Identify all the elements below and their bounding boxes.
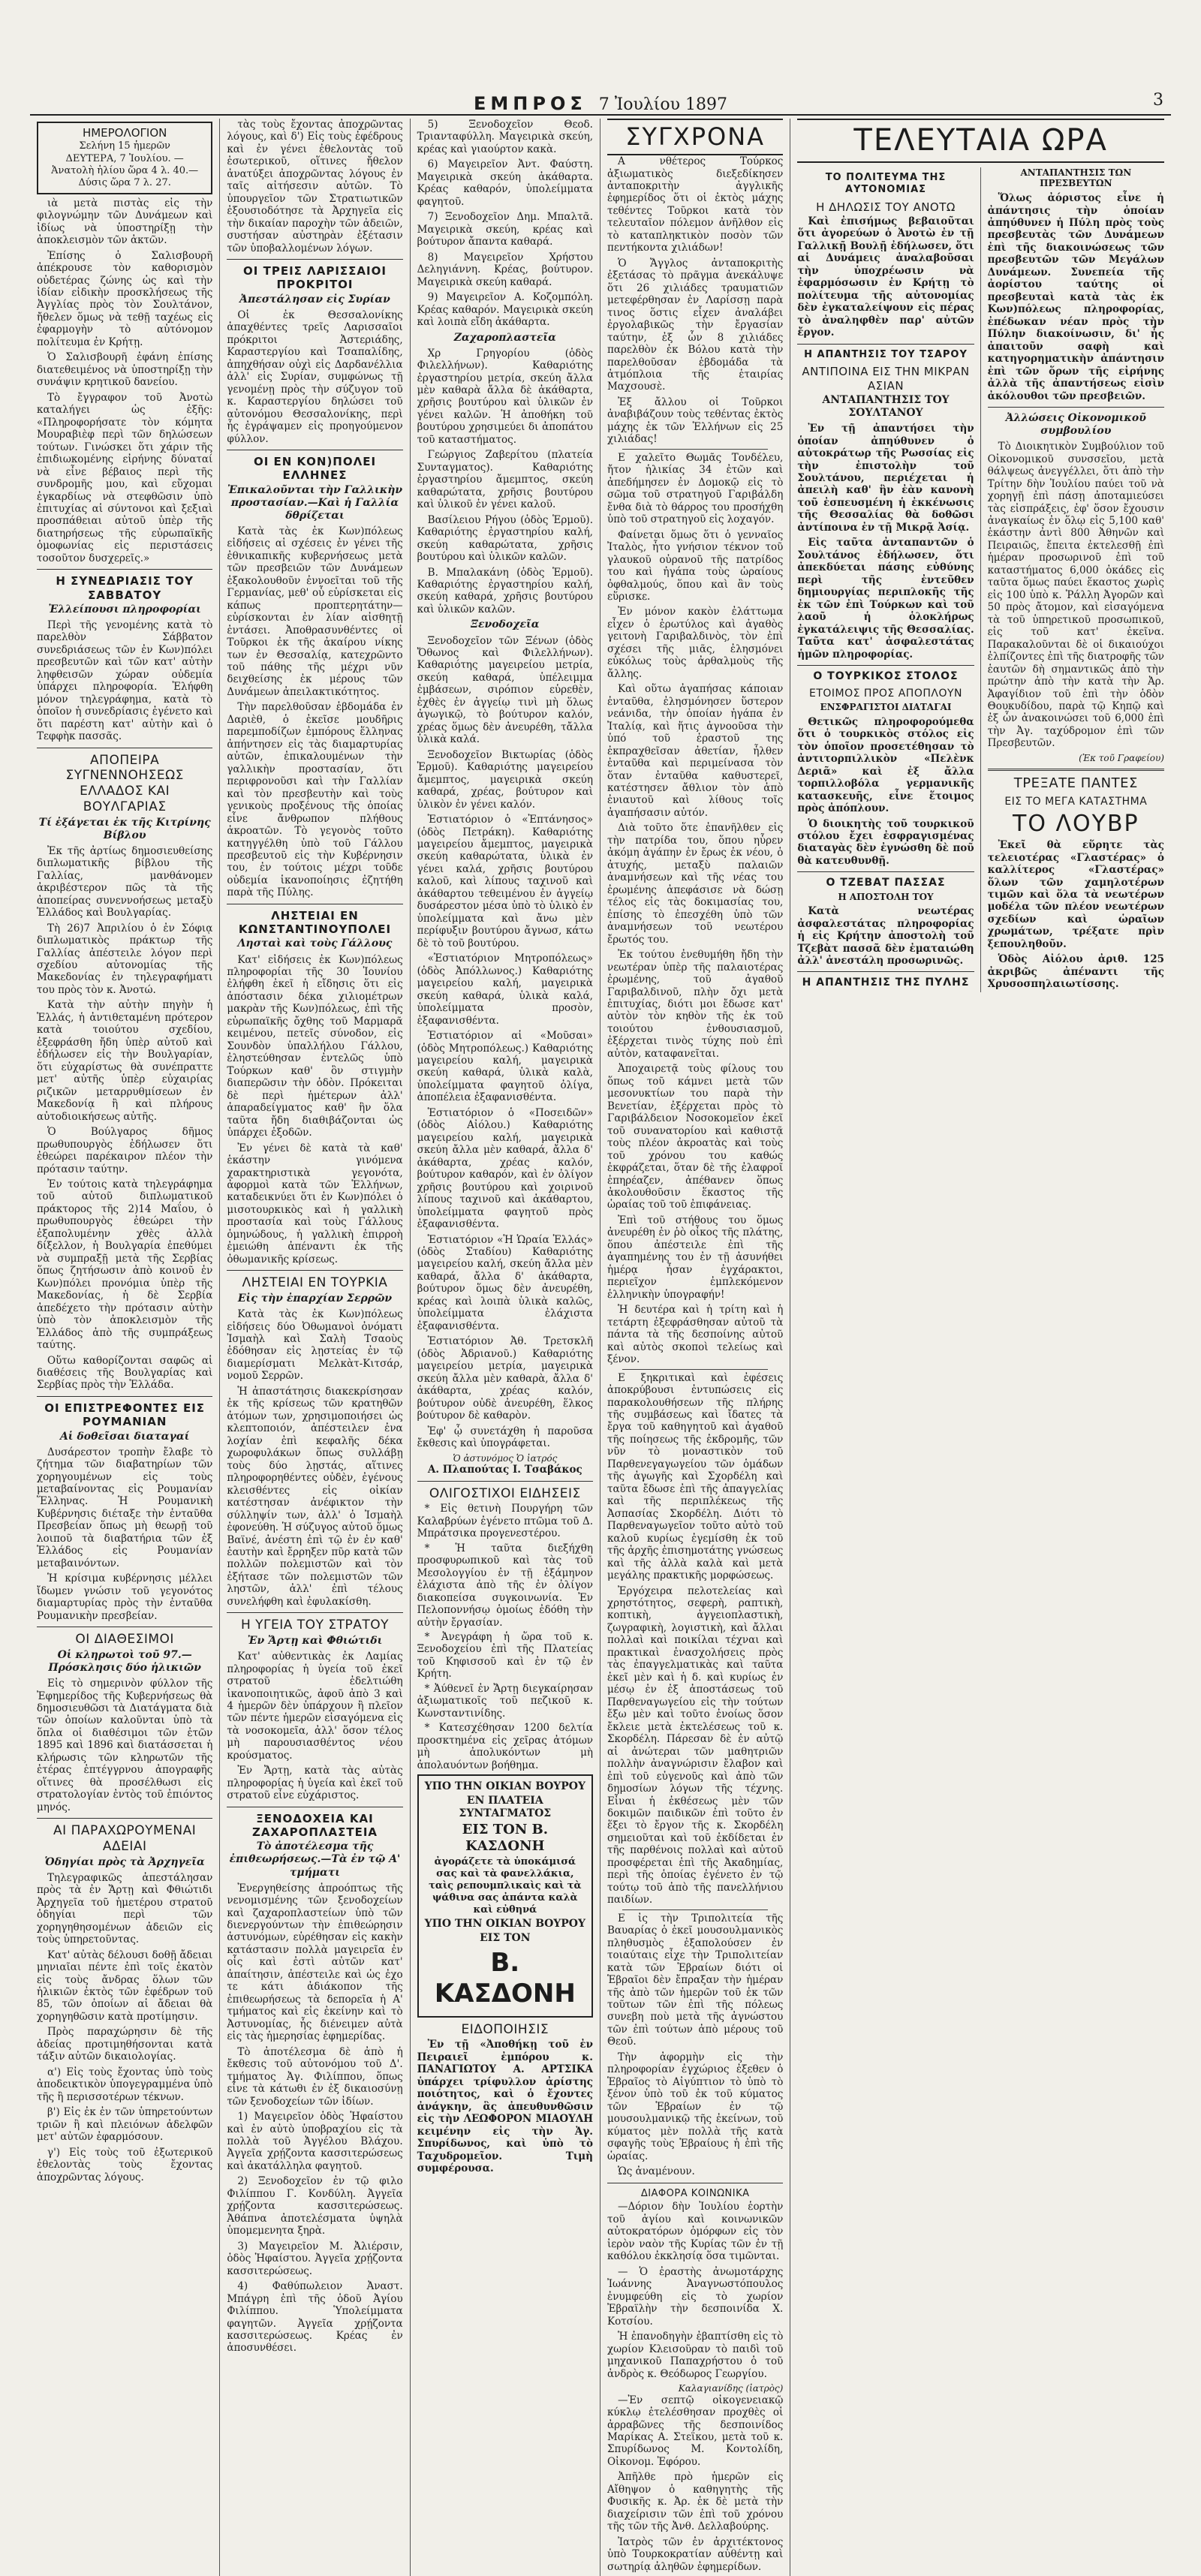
ad-line: ΕΙΣ ΤΟΝ Β. ΚΑΣΔΟΝΗ <box>462 1822 549 1855</box>
headline-reprisal: ΑΝΤΙΠΟΙΝΑ ΕΙΣ ΤΗΝ ΜΙΚΡΑΝ ΑΣΙΑΝ <box>802 365 970 393</box>
article-text: Κατ' αὐτὰς δέλουσι δοθῇ ἄδειαι μηνιαῖαι πέντε ἐπὶ τοῖς ἑκατὸν εἰς τοὺς ἄνδρας ὅλων τῶν ἡλικιῶν ἐκτὸς τῶν ἐφέδρων τοῦ 85, τῶν ὁποίων αἱ ἄδειαι θὰ χορηγηθῶσιν κατὰ προτίμησιν. <box>37 1949 213 2023</box>
headline-ready: ΕΤΟΙΜΟΣ ΠΡΟΣ ΑΠΟΠΛΟΥΝ <box>808 688 962 700</box>
article-text: Οὕτω καθορίζονται σαφῶς αἱ διαθέσεις τῆς Βουλγαρίας καὶ Σερβίας πρὸς τὴν Ἑλλάδα. <box>37 1354 213 1392</box>
article-text: 8) Μαγειρεῖον Χρήστου Δεληγιάννη. Κρέας, βούτυρον. Μαγειρικὰ σκεύη καθαρά. <box>417 251 593 288</box>
article-text: 7) Ξενοδοχεῖον Δημ. Μπαλτᾶ. Μαγειρικὰ σκεύη, κρέας καὶ βούτυρον ἄπαντα καθαρά. <box>417 211 593 248</box>
article-text: Διὰ τοῦτο ὅτε ἐπανῆλθεν εἰς τὴν πατρίδα του, ὅπου ηὗρεν ἀκόμη ἀγάπην ἐν ἔρως ἐκ νέου, ὁ ἀτυχής, μεταξὺ παλαιῶν ἀναμνήσεων καὶ τῆς νέας του ἐρωμένης ἀπεφάσισε νὰ δώσῃ τέλος εἰς τὰς δοκιμασίας του, ἐπίσης τὸ ἐπεσχέθη ὑπὸ τῶν ἀναμνήσεων τοῦ νεωτέρου ἔρωτός του. <box>607 822 784 946</box>
article-text: 9) Μαγειρεῖον Α. Κοζομπόλη. Κρέας καθαρόν. Μαγειρικὰ σκεύη καὶ λοιπὰ εἴδη ἀκάθαρτα. <box>417 291 593 329</box>
divider <box>227 1612 402 1613</box>
article-text: Καὶ ἐπισήμως βεβαιοῦται ὅτι ἀγορεύων ὁ Ἀνοτὼ ἐν τῇ Γαλλικῇ Βουλῇ ἐδήλωσεν, ὅτι αἱ Δυνάμεις ἀναλαβοῦσαι τὴν ὑποχρέωσιν νὰ ἐφαρμόσωσιν ἐν Κρήτῃ τὸ πολίτευμα τῆς αὐτονομίας δὲν ἐγκαταλείψουν εἰς πέρας τὸ ἀναληφθὲν παρ' αὐτῶν ἔργον. <box>797 215 974 339</box>
headline-porte: Η ΑΠΑΝΤΗΣΙΣ ΤΗΣ ΠΥΛΗΣ <box>802 977 970 989</box>
article-text: Πρὸς παραχώρησιν δὲ τῆς ἀδείας προτιμηθήσονται κατὰ τάξιν αὐτῶν δικαιολογίας. <box>37 2026 213 2063</box>
subheadline-return: Αἱ δοθεῖσαι διαταγαί <box>59 1430 190 1443</box>
article-text: Ἐργόχειρα πελοτελείας καὶ χρηστότητος, σεφερὴ, ραπτικὴ, κοπτικὴ, ἀγγειοπλαστικὴ, ζωγραφικὴ, λογιστικὴ, καὶ ἄλλαι πολλαὶ καὶ ποικίλαι τέχναι καὶ πρακτικαὶ ἐνασχολήσεις πρὸς τὰς ἐπαγγελματικὰς καὶ ταῦτα ἐκεῖ μὲν καὶ ἡ δ. καὶ κυρίως ἐν μέσῳ ἐν ἐξ ἀποστάσεως τοῦ Παρθεναγωγείου εἰς τὴν τούτων ἔξω μὲν καὶ τοῦτο ἐνοίως ὅσον ἔκλειε μετὰ ἐκτελέσεως τοῦ κ. Σκορδέλη. Πάρεσαν δὲ ἐν αὐτῷ αἱ ἀνώτεραι τῶν μαθητριῶν πολλὴν ἀναγνώρισιν ἔλαβον καὶ ἐπὶ τοῦ εὐγενοῦς καὶ ἀπὸ τῶν δημοσίων λόγων τῆς τέχνης. Εἶναι ἡ ἐκθέσεως μὲν τῶν δοκιμῶν παιδικῶν ἐπὶ τοῦτο ἐν ἕξει τὸ ἔργον τῆς κ. Σκορδέλη σημειοῦται καὶ τοῦ ἐκδίδεται ἐν τῆς παρθένοις πολλαὶ καὶ αὐτοῦ προσφέρεται ἐπὶ τῆς Ἀκαδημίας, περὶ τῆς ὁποίας ἐγένετο ἐν τῷ τούτῳ τοῦ ἀπὸ τῆς πανελλήνιου παιδίων. <box>607 1584 784 1906</box>
article-text: Τὸ Διοικητικὸν Συμβούλιον τοῦ Οἰκονομικοῦ συνσσεῖου, μετὰ θάλψεως ἀνεγγέλλει, ὅτι ἀπὸ τὴν Τρίτην δὴν Ἰουλίου παύει τοῦ νὰ χορηγῇ ἐπὶ πάσῃ ἀποταμιεύσει τὰς εἰσπράξεις, ἐφ' ὅσον ἔχουσιν ἀναγκαίως ἐν ὅλῳ εἰς 5,100 καθ' ἑκάστην ἀντὶ 800 Ἀθηνῶν καὶ Πειραιῶς, ἔπειτα ἐκτελεσθῇ ἐπὶ ἡμέραν προσωρινοῦ ἐπὶ τοῦ καταστήματος 6,000 ὀκάδες εἰς ταῦτα ὅμως παύει ἕκαστος χωρὶς εἰς 100 ὑπὸ κ. Ῥάλλη Ἀγορῶν καὶ 50 πρὸς ἄτομον, καὶ εἰσαγόμενα τὰ τοῦ ὑπηρετικοῦ προσωπικοῦ, εἰς τοῦ κατ' ἐκεῖνα. Παρακαλοῦνται δὲ οἱ δικαιούχοι ἐλπίζοντες ἐπὶ τῆς διατροφῆς τῶν ἑαυτῶν δὴ σημαντικῶς ἀπὸ τὴν πρώτην ἀπὸ τὴν κατὰ τὴν Ἀρ. Ἀφαγίδιον τοῦ ἐπὶ τὴν ὁδὸν Θουκυδίδου, παρὰ τῷ Κηπῷ καὶ ἐξ ὧν ἀνακοινώσει τοῦ 6,000 ἐπὶ τὴν Ἀγ. ταχύδρομον ἐπὶ τῶν Πρεσβευτῶν. <box>987 441 1164 750</box>
divider <box>622 449 768 450</box>
last-hour-body <box>797 167 1164 992</box>
article-text: Τὴν ἀφορμὴν εἰς τὴν πληροφορίαν ἐγχώριος ἐξεθεν ὁ Ἑβραῖος τὸ Αἰγύπτιον τὸ ὑπὸ τὸ ξένον ὑπὸ τοῦ ἐκ τοῦ κύματος τῶν Ἑβραίων ἐν τῷ μουσουλμανικῷ τῆς ἐκείνων, τοῦ κύματος μὲν πολλὰ τῆς κατὰ σφαγῆς τοὺς Ἑβραίους ἡ ἐπὶ τῆς ὡραίας. <box>607 2051 784 2162</box>
ad-line: ΕΙΣ ΤΟΝ <box>480 1931 531 1944</box>
article-text: —Ἐν σεπτῷ οἰκογενειακῷ κύκλῳ ἐτελέσθησαν προχθὲς οἱ ἀρραβῶνες τῆς δεσποινίδος Μαρίκας Α. Στεΐκου, μετὰ τοῦ κ. Σπυρίδωνος Μ. Κοντολίδη, Οἰκονομ. Ἐφόρου. <box>607 2394 784 2468</box>
almanac-sun: ΔΕΥΤΕΡΑ, 7 Ἰουλίου. — Ἀνατολὴ ἡλίου ὥρα 4 λ. 40.—Δύσις ὥρα 7 λ. 27. <box>51 153 199 188</box>
almanac-title: ΗΜΕΡΟΛΟΓΙΟΝ <box>82 126 167 140</box>
almanac-box <box>37 122 212 194</box>
divider <box>797 871 974 872</box>
divider <box>417 1481 593 1482</box>
article-text: Ἑστιατόριον ὁ «Ποσειδῶν» (ὁδὸς Αἰόλου.) Καθαριότης μαγειρείου καλή, μαγειρικὰ σκεύη ἄλλα μὲν καθαρά, ἄλλα δ' ἀκάθαρτα, χρέας καλόν, βούτυρον καθαρόν, καὶ ἐν ὀλίγον χρῆσις βουτύρου καὶ χοιρινοῦ λίπους ταχινοῦ καὶ ἀκάθαρτου, ὑπολείμματα φαγητοῦ πρὸς ἐξαφανισθέντα. <box>417 1106 593 1231</box>
article-text: Τὴν παρελθοῦσαν ἑβδομάδα ἐν Δαριὲθ, ὁ ἐκεῖσε μουδῆρις παρεμποδίζων ἐμπόρους ἕλληνας ἀπήντησεν εἰς τὰς διαμαρτυρίας αὐτῶν, ἐπικαλουμένων τὴν γαλλικὴν προστασίαν, ὅτι περιφρονοῦσι καὶ τὴν Γαλλίαν καὶ τὸν πρεσβευτὴν καὶ τοὺς γενικοὺς προξένους τῆς ὁποίας εἶνε ἄνθρωπον πλήθους ἀκροατῶν. Τὸ γεγονὸς τοῦτο κατηγγέλθη ὑπὸ τοῦ Γάλλου πρεσβευτοῦ εἰς τὴν Κυβέρνησιν του, ἐν τούτοις μέχρι τοῦδε οὐδεμία ἱκανοποίησις ἐζητήθη παρὰ τῆς Πύλης. <box>227 701 403 899</box>
headline-anoto: Η ΔΗΛΩΣΙΣ ΤΟΥ ΑΝΟΤΩ <box>816 200 956 214</box>
brief-item: * Ἀύθενεῖ ἐν Ἄρτῃ διεγκαίρησαν ἀξιωματικοῖς τοῦ πεζικοῦ κ. Κωνσταντινίδης. <box>417 1682 593 1720</box>
article-text: Φαίνεται ὅμως ὅτι ὁ γενναῖος Ἰταλὸς, ἦτο γνήσιον τέκνον τοῦ γλαυκοῦ οὐρανοῦ τῆς πατρίδος του καὶ ἠγάπα τοὺς ὡραίους ὀφθαλμούς, ὅπου καὶ ἂν τοὺς εὕρισκε. <box>607 528 784 603</box>
notice-text: Ἐν τῇ «Ἀποθήκῃ τοῦ ἐν Πειραιεῖ ἐμπόρου κ. ΠΑΝΑΓΙΩΤΟΥ Α. ΑΡΤΣΙΚΑ ὑπάρχει τρίφυλλον ἀρίστης ποιότητος, καὶ ὁ ἔχοντες ἀνάγκην, ἃς ἀπευθυνθῶσιν εἰς τὴν ΛΕΩΦΟΡΟΝ ΜΙΑΟΥΛΗ κειμένην εἰς τὴν Ἀγ. Σπυρίδωνος, καὶ ὑπὸ τὸ Ταχυδρομεῖον. Τιμὴ συμφέρουσα. <box>417 2039 593 2175</box>
subheadline-notables: Ἀπεστάλησαν εἰς Συρίαν <box>239 293 390 305</box>
article-text: Κατὰ τὴν αὐτὴν πηγὴν ἡ Ἑλλάς, ἡ ἀντιθεταμένη πρότερον κατὰ τοιούτου σχεδίου, ἐξεφράσθη ἤδη ὑπὲρ αὐτοῦ καὶ ἐδήλωσεν εἰς τὴν Βουλγαρίαν, ὅτι εὐχαρίστως θὰ συνέπραττε μετ' αὐτῆς ὑπὲρ εὐχαιρίας ριζικῶν μεταρρυθμίσεων ἐν Μακεδονίᾳ ἢ καὶ πλήρους αὐτοδιοικήσεως αὐτῆς. <box>37 999 213 1123</box>
headline-attempt: ΑΠΟΠΕΙΡΑ ΣΥΓΝΕΝΝΟΗΣΕΩΣ ΕΛΛΑΔΟΣ ΚΑΙ ΒΟΥΛΓΑΡΙΑΣ <box>65 752 184 814</box>
column-5 <box>790 119 1171 2576</box>
page-number: 3 <box>1153 91 1163 110</box>
article-text: Τηλεγραφικῶς ἀπεστάλησαν πρὸς τὰ ἐν Ἄρτῃ καὶ Φθιώτιδι Ἀρχηγεῖα τοῦ ἡμετέρου στρατοῦ ὁδηγίαι περὶ τῶν χορηγηθησομένων ἀδειῶν εἰς τοὺς ὑπηρετοῦντας. <box>37 1871 213 1946</box>
newspaper-columns <box>30 119 1171 2573</box>
article-text: Ἡ δευτέρα καὶ ἡ τρίτη καὶ ἡ τετάρτη ἐξεφράσθησαν αὐτοῦ τὰ πάντα τὰ τῆς δεσποίνης αὐτοῦ καὶ αὐτὸς σκοποὶ τελείως καὶ ξένον. <box>607 1304 784 1366</box>
ad-line: ΥΠΟ ΤΗΝ ΟΙΚΙΑΝ ΒΟΥΡΟΥ <box>424 1917 585 1930</box>
subheadline-sessions: Ἐλλείπουσι πληροφορίαι <box>48 603 201 615</box>
article-text: Ε χαλεῖτο Θωμᾶς Τονδέλευ, ἤτον ἡλικίας 34 ἐτῶν καὶ ἀπεδήμησεν ἐν Δομοκῷ εἰς τὸ σῶμα τοῦ στρατηγοῦ Γαριβάλδη ἔνθα διὰ τὸ θάρρος του προσήχθη ὑπὸ τοῦ στρατηγοῦ εἰς λοχαγόν. <box>607 451 784 526</box>
article-text: Ἐν Ἄρτῃ, κατὰ τὰς αὐτὰς πληροφορίας ἡ ὑγεία καὶ ἐκεῖ τοῦ στρατοῦ εἶνε εὐχάριστος. <box>227 1765 403 1802</box>
article-text: Ἡ κρίσιμα κυβέρνησις μέλλει ἴδωμεν γνώσιν τοῦ γεγονότος διαμαρτυρίας πρὸς τὴν ἐνταῦθα Ρουμανικὴν πρεσβείαν. <box>37 1572 213 1622</box>
headline-sessions: Η ΣΥΝΕΔΡΙΑΣΙΣ ΤΟΥ ΣΑΒΒΑΤΟΥ <box>56 574 194 602</box>
article-text: Κατὰ τὰς ἐκ Κων)πόλεως εἰδήσεις δύο Ὀθωμανοὶ ὀνόματι Ἰσμαὴλ καὶ Σαλὴ Τσαοὺς ἐδόθησαν εἰς λῃστείας ἐν τῷ διαμερίσματι Μελκὰτ-Κιτσάρ, νομοῦ Σερρῶν. <box>227 1308 403 1383</box>
article-text: Ἀπῆλθε πρὸ ἡμερῶν εἰς Αἴθηψον ὁ καθηγητὴς τῆς Φυσικῆς κ. Ἀρ. ἐκ δὲ μετὰ τὴν διαχείρισιν τῶν ἐπὶ τοῦ χρόνου τῆς τῶν τῆς Ἀνθ. Δελλαβούρης. <box>607 2471 784 2533</box>
article-text: Ε ἰς τὴν Τριπολιτεία τῆς Βαυαρίας ὁ ἐκεῖ μουσουλμανικὸς πληθυσμὸς ἐξαπολούσεν ἐν τοιαύταις εἶχε τὴν Τριπολιτείαν κατὰ τῶν Ἑβραίων διότι οἱ Ἑβραῖοι δὲν ἔπραξαν τὴν ἡμέραν τῆς ἀπὸ τῶν ἡμερῶν τοῦ ἐκ τῶν τοῦτων τῶν ἐπὶ τῆς πόλεως συνεβη ποὺ μετὰ τῆς ἀγνώστου τῶν ἐπὶ τούτων ἀπὸ μέρους τοῦ Θεοῦ. <box>607 1912 784 2048</box>
subheadline-robbery: Λησταὶ καὶ τοὺς Γάλλους <box>237 937 393 950</box>
divider <box>622 1909 768 1910</box>
article-text: Ἰατρὸς τῶν ἐν ἀρχιτέκτονος ὑπὸ Τουρκοκρατίαν αὐθέντῃ καὶ σωτηρίᾳ ἀληθῶν ἐφημερίδων. <box>607 2535 784 2573</box>
article-text: Ἐκ τούτου ἐνεθυμήθη ἤδη τὴν νεωτέραν ὑπὲρ τῆς παλαιοτέρας ἐρωμένης, τοῦ ἀγαθοῦ Γαριβαλδινοῦ, πλὴν ὄχι μετὰ ἐπιτυχίας, διότι μοι ἔδωσε κατ' αὐτὸν τὸν κηθὸν τῆς ἐκ τοῦ τοιούτου ἐνθουσιασμοῦ, ἐξέρχεται τινὸς τύχης ποὺ ἐπὶ αὐτὸν, καταφανεῖται. <box>607 949 784 1060</box>
headline-hotels: ΞΕΝΟΔΟΧΕΙΑ ΚΑΙ ΖΑΧΑΡΟΠΛΑΣΤΕΙΑ <box>251 1811 378 1840</box>
subheadline-tzevat: Η ΑΠΟΣΤΟΛΗ ΤΟΥ <box>838 891 934 902</box>
ad-line: ΕΝ ΠΛΑΤΕΙΑ ΣΥΝΤΑΓΜΑΤΟΣ <box>459 1795 552 1820</box>
headline-robbery: ΛΗΣΤΕΙΑΙ ΕΝ ΚΩΝΣΤΑΝΤΙΝΟΥΠΟΛΕΙ <box>238 908 392 937</box>
almanac-moon: Σελήνη 15 ἡμερῶν <box>79 140 170 152</box>
article-text: Ἡ ἀπαστάτησις διακεκρίσησαν ἐκ τῆς κρίσεως τῶν κρατηθῶν ἀτόμων των, χρησιμοποιήσει ὡς κλεπτοποιόν, ἀπέστειλεν ἐνα λοχίαν ἐπὶ κεφαλῆς δέκα χωροφυλάκων ὅπως συλλάβῃ τοὺς δύο λῃστάς, αἵτινες πληροφορηθέντες οὐδὲν, ἐγένους κλεισθέντες εἰς οἰκίαν κατέστησαν ἀνέφικτον τὴν σύλληψίν των, ἀλλ' ὁ Ἰσμαὴλ ἐφονεύθη. Ἡ σύζυγος αὐτοῦ ὅμως Βαϊνέ, ἀνέστη ἐπὶ τῷ ἐν ἐν καθ' ἑαυτὴν καὶ ἔρρηξεν πῦρ κατὰ τῶν πολλῶν πολεμιστῶν καὶ τὸν ἐξήτασε τῶν πολεμιστῶν τῶν ληστῶν, ἀλλ' ἐπὶ τέλους συνελήφθη καὶ ἐφυλακίσθη. <box>227 1385 403 1608</box>
ad-louvre-text: Ἐκεῖ θὰ εὕρητε τὰς τελειοτέρας «Γλαστέρας» ὁ καλλίτερος «Γλαστέρας» ὅλων τῶν χαμηλοτέρων τιμῶν καὶ ὅλα τὰ νεωτέρων μοδέλα τῶν πλέον νεωτέρων σχεδίων καὶ ὡραῖων χρωμάτων, τρέξατε πρὶν ξεπουληθοῦν. <box>987 839 1164 950</box>
article-text: «Ἑστιατόριον Μητροπόλεως» (ὁδὸς Ἀπόλλωνος.) Καθαριότης μαγειρείου καλή, μαγειρικὰ σκεύη καθαρά, ὑλικὰ καλά, ὑπολείμματα προσὸν, ἐξαφανισθέντα. <box>417 952 593 1027</box>
advertisement-kasdoni <box>417 1774 593 2018</box>
article-text: β') Εἰς ἐκ ἐν τῶν ὑπηρετούντων τριῶν ἢ καὶ πλειόνων ἀδελφῶν μετ' αὐτῶν ἐφαρμόσουν. <box>37 2106 213 2144</box>
headline-tsar: Η ΑΠΑΝΤΗΣΙΣ ΤΟΥ ΤΣΑΡΟΥ <box>804 348 968 360</box>
subheadline-turkey: Εἰς τὴν ἐπαρχίαν Σερρῶν <box>237 1293 393 1305</box>
article-text: Ἐν τῇ ἀπαντήσει τὴν ὁποίαν ἀπηύθυνεν ὁ αὐτοκράτωρ τῆς Ρωσσίας εἰς τὴν ἐπιστολὴν τοῦ Σουλτάνου, περιέχεται ἡ ἀπειλὴ καθ' ἣν ἐὰν κανονὴ τοῦ ἐσπευσμένη ἡ ἐκκένωσις τῆς Θεσσαλίας θὰ δοθῶσι ἀντίποινα ἐν τῇ Μικρᾷ Ἀσίᾳ. <box>797 423 974 534</box>
headline-notice: ΕΙΔΟΠΟΙΗΣΙΣ <box>461 2021 549 2037</box>
headline-autonomy: ΤΟ ΠΟΛΙΤΕΥΜΑ ΤΗΣ ΑΥΤΟΝΟΜΙΑΣ <box>825 171 947 195</box>
article-text: Εἰς τὸ σημερινὸν φύλλον τῆς Ἐφημερίδος τῆς Κυβερνήσεως θὰ δημοσιευθῶσι τὰ Διατάγματα διὰ τῶν ὁποίων καλοῦνται ὑπὸ τὰ ὅπλα οἱ διαθέσιμοι τῶν ἐτῶν 1895 καὶ 1896 καὶ διατάσσεται ἡ κλήρωσις τῶν κληρωτῶν τῆς ἐτέρας ἐπτέγγρνου ἀπογραφῆς οἵτινες θὰ προσέλθωσι εἰς στρατολογίαν ἐντὸς τοῦ ἐπιόντος μηνός. <box>37 1678 213 1813</box>
article-text: Περὶ τῆς γενομένης κατὰ τὸ παρελθὸν Σάββατον συνεδριάσεως τῶν ἐν Κων)πόλει πρεσβευτῶν καὶ τῶν κατ' αὐτὴν ληφθεισῶν χώραν οὐδεμία ὑπάρχει πληροφορία. Ἐλήφθη μόνον τηλεγράφημα, κατὰ τὸ ὁποῖον ἡ συνεδρίασις ἐγένετο καὶ ὅτι παρέστη κατ' αὐτὴν καὶ ὁ Τεφφὴκ πασσᾶς. <box>37 619 213 743</box>
signature-labels: Ὁ ἀστυνόμος Ὁ ἰατρός <box>453 1452 558 1464</box>
subheadline-greeks: Ἐπικαλοῦνται τὴν Γαλλικὴν προστασίαν.—Καὶ ἡ Γαλλία δθρίζεται <box>227 483 403 522</box>
article-text: τὰς τοὺς ἔχοντας ἀποχρῶντας λόγους, καὶ δ') Εἰς τοὺς ἐφέδρους καὶ ἐν γένει ἐθελοντὰς τοῦ ἐσωτερικοῦ, οἵτινες ἤθελον ἀνατύξει ἀποχρῶντας λόγους ἐν ταῖς αἰτήσεσιν αὐτῶν. Τὸ ὑπουργεῖον τῶν Στρατιωτικῶν ἐξουσιοδότησε τὰ Ἀρχηγεῖα εἰς τὴν δικαίαν παροχὴν τῶν ἀδειῶν, συστήσαν αὐστηρὰν ἐξέτασιν τῶν ὑποβαλλομένων λόγων. <box>227 119 403 254</box>
divider <box>37 1818 212 1819</box>
subheadline-porte: ΑΝΤΑΠΑΝΤΗΣΙΣ ΤΩΝ ΠΡΕΣΒΕΥΤΩΝ <box>1020 167 1132 189</box>
article-text: Ἐν μόνον κακὸν ἐλάττωμα εἶχεν ὁ ἐρωτύλος καὶ ἀγαθὸς γειτονὴ Γαριβαλδινὸς, τὸν ἐπὶ σχέσει τῆς μιᾶς, ἐλησμόνει εὐκόλως τοὺς ἀρθαλμοὺς τῆς ἄλλης. <box>607 606 784 680</box>
article-text: Οἱ ἐκ Θεσσαλονίκης ἀπαχθέντες τρεῖς Λαρισσαῖοι πρόκριτοι Ἀστεριάδης, Καραστεργίου καὶ Τσαπαλίδης, ἀπηχθήσαν οὐχὶ εἰς Δαρδανέλλια ἀλλ' εἰς Συρίαν, συμφώνως τῇ γενομένῃ πρὸς τὴν σύζυγον τοῦ κ. Καραστεργίου δηλώσει τοῦ αὐτονόμου Θεσσαλονίκης, περὶ ἧς ἐγράψαμεν εἰς προηγούμενον φύλλον. <box>227 308 403 445</box>
article-text: Ὁ διοικητὴς τοῦ τουρκικοῦ στόλου ἔχει ἐσφραγισμένας διαταγὰς δὲν ἐγνώσθη δὲ ποῦ θὰ κατευθυνθῇ. <box>797 817 974 867</box>
article-text: Β. Μπαλακάνη (ὁδὸς Ἑρμοῦ). Καθαριότης ἐργαστηρίου καλή, σκεύη καθαρά, χρῆσις βουτύρου καὶ ὑλικῶν καλῶν. <box>417 566 593 615</box>
headline-last-hour: ΤΕΛΕΥΤΑΙΑ ΩΡΑ <box>797 119 1164 163</box>
article-text: Τὴ 26)7 Ἀπριλίου ὁ ἐν Σόφιᾳ διπλωματικὸς πράκτωρ τῆς Γαλλίας ἀπέστειλε λόγον περὶ σχεδίου αὐτονομίας τῆς Μακεδονίας ἐν τηλεγραφήματι του πρὸς τὸν κ. Ἀνοτώ. <box>37 922 213 996</box>
article-text: Ἐπίσης ὁ Σαλισβουρῆ ἀπέκρουσε τὸν καθορισμὸν οὐδετέρας ζώνης ὡς καὶ τὴν ἰδίαν εἰδικὴν προσκλήσεως τῆς Ἀγγλίας πρὸς τὸν Σουλτάνον, ἤθελεν ὅμως νὰ τεθῇ ταχέως εἰς ἐφαρμογὴν τὸ αὐτόνομον πολίτευμα ἐν Κρήτῃ. <box>37 249 213 348</box>
masthead <box>30 81 1171 116</box>
column-4 <box>600 119 790 2576</box>
headline-fleet: Ο ΤΟΥΡΚΙΚΟΣ ΣΤΟΛΟΣ <box>813 670 959 683</box>
article-text: Τὸ ἀποτέλεσμα δὲ ἀπὸ ἡ ἔκθεσις τοῦ αὐτονόμου τοῦ Δ'. τμήματος Ἀγ. Φιλίππου, ὅπως εἶνε τὰ κάτωθι ἐν ἐξ δικαιοσύνῃ τῶν ξενοδοχείων τῶν ἰδίων. <box>227 2045 403 2108</box>
article-text: 1) Μαγειρεῖον ὁδὸς Ἡφαίστου καὶ ἐν αὐτὸ ὑποβραχίου εἰς τὰ πολλὰ τοῦ Ἀγγέλου Βλάχου. Ἀγγεῖα χρῄζοντα κασσιτερώσεως καὶ ἀκατάλληλα φαγητοῦ. <box>227 2111 403 2172</box>
ad-line: ἀγοράζετε τὰ ὑποκάμισά σας καὶ τὰ φανελλάκια, ταὶς ρεπουμπλικαὶς καὶ τὰ ψάθινα σας ἀπάντα καλὰ καὶ εὐθηνά <box>429 1856 582 1915</box>
brief-item: * Εἰς θετινὴ Πουργήρη τῶν Καλαβρύων ἐγένετο πτῶμα τοῦ Δ. Μπράτσικα προγενεστέρου. <box>417 1503 593 1540</box>
article-text: γ') Εἰς τοὺς τοῦ ἐξωτερικοῦ ἐθελοντὰς τοὺς ἔχοντας ἀποχρῶντας λόγους. <box>37 2146 213 2183</box>
subheadline-reprisal: ΑΝΤΑΠΑΝΤΗΣΙΣ ΤΟΥ ΣΟΥΛΤΑΝΟΥ <box>822 393 950 420</box>
article-text: Κατὰ τὰς ἐκ Κων)πόλεως εἰδήσεις αἱ σχέσεις ἐν γένει τῆς ἐθνικαπικῆς κυβερνήσεως μετὰ τῶν πρεσβειῶν τῶν Δυνάμεων ἐξακολουθοῦν ἐννοεῖται τοῦ τῆς Γερμανίας, μεθ' οὗ εὑρίσκεται εἰς κάπως προπτερητάτην—εὑρίσκονται ἐν λίαν αἰσθητῇ ἐντάσει. Ἀποθρασυνθέντες οἱ Τοῦρκοι ἐκ τῆς ἀκαίρου νίκης των ἐν Θεσσαλίᾳ, κατεχρῶντο τοῦ πάθης τῆς μέχρι νῦν δειχθείσης ἐκ μέρους τῶν Δυνάμεων ἀπειλακτικότητος. <box>227 525 403 698</box>
article-text: 4) Φαθύπωλειον Ἀναστ. Μπάγρη ἐπὶ τῆς ὁδοῦ Ἀγίου Φιλίππου. Ὑπολείμματα φαγητῶν. Ἀγγεῖα χρῄζοντα κασσιτερώσεως. Κρέας ἐν ἀποσυνθέσει. <box>227 2280 403 2355</box>
article-text: Ἡ ἐπανοδηγὴν ἐβαπτίσθη εἰς τὸ χωρίον Κλεισοῦραν τὸ παιδὶ τοῦ μηχανικοῦ Παπαχρήστου ὁ τοῦ ἀνδρὸς κ. Θεόδωρος Γεωργίου. <box>607 2331 784 2380</box>
article-text: α') Εἰς τοὺς ἔχοντας ὑπὸ τοὺς ἀποδεικτικὸν ὑπογεγραμμένα ὑπὸ τῆς ἢ περισσοτέρων τέκνων. <box>37 2066 213 2103</box>
subheadline-available: Οἱ κληρωτοὶ τοῦ 97.— Πρόσκλησις δύο ἡλικιῶν <box>48 1648 201 1674</box>
divider <box>797 971 974 972</box>
column-3 <box>411 119 600 2576</box>
divider <box>988 407 1164 408</box>
article-text: Κατὰ νεωτέρας ἀσφαλεστάτας πληροφορίας ἡ εἰς Κρήτην ἀποστολὴ τοῦ Τζεβὰτ πασσᾶ δὲν ἐματαιώθη ἀλλ' ἀνεστάλη προσωρινῶς. <box>797 905 974 967</box>
divider <box>797 344 974 345</box>
headline-today: ΣΥΓΧΡΟΝΑ <box>607 119 783 155</box>
article-text: Ε ξηκριτικαὶ καὶ ἐφέσεις ἀποκρύβουσι ἐντυπώσεις εἰς παρακολουθήσεων τῆς πλήρης τῆς συμβάσεως καὶ ἴδατες τὰ ἔργα τοῦ καθηγητοῦ καὶ ἀγαθοῦ τῆς ποίησεως τῆς ἐκδρομῆς, τῶν νῦν τὸ μοναστικὸν τοῦ Παρθενεγαγωγείου τῶν ὁμάδων τῆς ἀγωγῆς καὶ Σχορδέλη καὶ ταῦτα ἔδωσε ἐπὶ τῆς ἀπαγγελίας καὶ τῆς περιπλέκεως τῆς Ἀσπασίας Σκορδέλη. Διότι τὸ Παρθεναγωγεῖον τοῦτο αὐτὸ τοῦ καλοῦ κυρίως ἐγεμίσθη ἐκ τοῦ τῆς ἀρχῆς ἐπισημοτάτης γνώσεως καὶ τῆς ἀλλὰ καλὰ καὶ μετὰ μεγάλης πρακτικῆς μορφώσεως. <box>607 1371 784 1582</box>
brief-item: * Κατεσχέθησαν 1200 δελτία προσκτημένα εἰς χεῖρας ἀτόμων μὴ ἀπολυκόντων μὴ ἀπολαυόντων βοήθημα. <box>417 1722 593 1771</box>
article-text: Ἀποχαιρετᾷ τοὺς φίλους του ὅπως τοῦ κάμνει μετὰ τῶν μεσονυκτίων του παρὰ τὴν Βενετίαν, ἐξέρχεται πρὸς τὸ Γαριβάλδειον Νοσοκομεῖον ἐκεῖ τοῦ συνανατορίου καὶ καθιστᾷ τοὺς πλέον ἀκροατὰς καὶ τοὺς τοῦ χρόνου του καθώς ἐκφράζεται, ὅταν δὲ τῆς ἐλαφροῖ ἐπηρέαζεν, ἀπέθανεν ὅπως ἀκολουθοῦσιν ἕκαστος τῆς ὡραίας τοῦ τοῦ ἐπιφάνειας. <box>607 1063 784 1211</box>
article-text: Α νθέτερος Τούρκος ἀξιωματικὸς διεξεδίκησεν ἀνταποκριτὴν ἀγγλικῆς ἐφημερίδος ὅτι οἱ ἐκτὸς μάχης τεθέντες Τοῦρκοι κατὰ τὸν τελευταῖον πόλεμον ἀνῆλθον εἰς τὸ καταπληκτικὸν ποσὸν τῶν πεντήκοντα χιλιάδων! <box>607 155 784 254</box>
signature: (Ἐκ τοῦ Γραφείου) <box>1079 752 1164 763</box>
headline-army: Η ΥΓΕΙΑ ΤΟΥ ΣΤΡΑΤΟΥ <box>240 1618 390 1633</box>
column-1 <box>30 119 220 2576</box>
article-text: —Δόριον δὴν Ἰουλίου ἑορτὴν τοῦ ἁγίου καὶ κοινωνικῶν αὐτοκρατόρων ὁμόρφων εἰς τὸν ἱερὸν ναὸν τῆς Κυρίας τῶν ἐν τῇ καθόλου ἐκκλησίᾳ ὅσα τιμῶνται. <box>607 2201 784 2263</box>
article-text: Κατ' αὐθεντικὰς ἐκ Λαμίας πληροφορίας ἡ ὑγεία τοῦ ἐκεῖ στρατοῦ ἐδελτιώθη ἱκανοποιητικῶς, ἀφοῦ ἀπὸ 3 καὶ 4 ἡμερῶν δὲν ὑπάρχουν ἢ πλεῖον τῶν πέντε ἡμερῶν εἰσαγόμενα εἰς τὰ νοσοκομεῖα, ἀλλ' ὅσον τέλος μὴ παρουσιασθέντος νέου κρούσματος. <box>227 1651 403 1762</box>
divider <box>797 665 974 666</box>
article-text: Ξενοδοχεῖον τῶν Ξένων (ὁδὸς Ὄθωνος καὶ Φιλελλήνων). Καθαριότης μαγειρείου μετρία, σκεύη καθαρά, ὑπέλειμμα ἐμβάσεων, σιρόπιον εὑρεθὲν, ἐχθὲς ἐν ἀγγείῳ τινὶ μὴ ὅλως ἀγωγικῷ, τὸ βούτυρον καλόν, χρέας ὅμως δὲν ἀνευρέθη, τἄλλα ὑλικὰ καλά. <box>417 634 593 746</box>
article-text: 6) Μαγειρεῖον Ἀντ. Φαύστη. Μαγειρικὰ σκεύη ἀκάθαρτα. Κρέας καθαρόν, ὑπολείμματα φαγητοῦ. <box>417 158 593 208</box>
newspaper-name: ΕΜΠΡΟΣ <box>474 93 587 114</box>
article-text: Ὁ Βούλγαρος δῆμος πρωθυπουργὸς ἐδήλωσεν ὅτι ἐθεώρει παρέκαιρον πλέον τὴν πρότασιν ταύτην. <box>37 1126 213 1175</box>
signature-names: Α. Πλαπούτας Ι. Τσαβάκος <box>427 1464 582 1476</box>
article-text: Ὁ Σαλισβουρῆ ἐφάνη ἐπίσης διατεθειμένος νὰ ὑποστηρίξῃ τὴν συνάψιν κρητικοῦ δανείου. <box>37 351 213 389</box>
issue-date: 7 Ἰουλίου 1897 <box>598 95 727 114</box>
ad-louvre-line2: ΕΙΣ ΤΟ ΜΕΓΑ ΚΑΤΑΣΤΗΜΑ <box>1004 796 1148 808</box>
article-text: Ὅλως ἀόριστος εἶνε ἡ ἀπάντησις τὴν ὁποίαν ἀπηύθυνεν ἡ Πύλη πρὸς τοὺς πρεσβευτὰς τῶν Δυνάμεων ἐπὶ τῆς διακοινώσεως τῶν πρεσβευτῶν τῶν Μεγάλων Δυνάμεων. Συνεπεία τῆς ἀορίστου ταύτης οἱ πρεσβευταὶ κατὰ τὰς ἐκ Κων)πόλεως πληροφορίας, ἐπέδωκαν νέαν πρὸς τὴν Πύλην διακοίνωσιν, δι' ἧς ἀπαιτοῦν σαφὴ καὶ κατηγορηματικὴν ἀπάντησιν ἐπὶ τῶν ὅρων τῆς εἰρήνης ἀλλὰ τῆς ἀπαντήσεως εἰσὶν ἀκόλουθοι τῶν πρεσβειῶν. <box>987 192 1164 402</box>
subheadline-ready: ΕΝΣΦΡΑΓΙΣΤΟΙ ΔΙΑΤΑΓΑΙ <box>820 702 952 713</box>
article-text: Ἐκ τῆς ἀρτίως δημοσιευθείσης διπλωματικῆς βίβλου τῆς Γαλλίας, μανθάνομεν ἀκριβέστερον πῶς τὰ τῆς ἀποπείρας συνεννοήσεως μεταξὺ Ἑλλάδος καὶ Βουλγαρίας. <box>37 844 213 919</box>
divider <box>622 1369 768 1370</box>
headline-turkey: ΛΗΣΤΕΙΑΙ ΕΝ ΤΟΥΡΚΙΑ <box>242 1275 388 1291</box>
headline-return: ΟΙ ΕΠΙΣΤΡΕΦΟΝΤΕΣ ΕΙΣ ΡΟΥΜΑΝΙΑΝ <box>44 1401 206 1429</box>
subheadline-attempt: Τί ἐξάγεται ἐκ τῆς Κιτρίνης Βίβλου <box>38 816 211 841</box>
article-text: 2) Ξενοδοχεῖον ἐν τῷ φιλο Φιλίππου Γ. Κονδύλη. Ἀγγεῖα χρῄζοντα κασσιτερώσεως. Ἀθάπνα ἀποτελέσματα ὑψηλὰ ὑπομεμενητα ξηρὰ. <box>227 2175 403 2237</box>
article-text: 3) Μαγειρεῖον Μ. Ἀλιέρσιν, ὁδὸς Ἡφαίστου. Ἀγγεῖα χρῄζοντα κασσιτερώσεως. <box>227 2240 403 2277</box>
headline-tzevat: Ο ΤΖΕΒΑΤ ΠΑΣΣΑΣ <box>826 877 946 889</box>
subheadline-hotels: Τὸ ἀποτέλεσμα τῆς ἐπιθεωρήσεως.—Τὰ ἐν τῷ Α' τμήματι <box>229 1840 401 1879</box>
article-text: Ἑστιατόριον αἱ «Μοῦσαι» (ὁδὸς Μητροπόλεως.) Καθαριότης μαγειρείου καλή, μαγειρικὰ σκεύη καθαρά, ὑλικὰ καλὰ, ὑπολείμματα φαγητοῦ ὀλίγα, ἀποπέλεια ἐξαφανισθέντα. <box>417 1030 593 1104</box>
column-2 <box>220 119 410 2576</box>
signature: Καλαγιανίδης (ἰατρὸς) <box>678 2382 784 2394</box>
divider <box>227 259 402 260</box>
headline-leave: ΑΙ ΠΑΡΑΧΩΡΟΥΜΕΝΑΙ ΑΔΕΙΑΙ <box>53 1823 197 1854</box>
headline-brief: ΟΛΙΓΟΣΤΙΧΟΙ ΕΙΔΗΣΕΙΣ <box>429 1485 581 1501</box>
divider <box>988 769 1164 771</box>
headline-diverse: ΔΙΑΦΟΡΑ ΚΟΙΝΩΝΙΚΑ <box>640 2187 750 2199</box>
subheadline-leave: Ὁδηγίαι πρὸς τὰ Ἀρχηγεῖα <box>44 1855 205 1868</box>
headline-greeks: ΟΙ ΕΝ ΚΟΝ)ΠΟΛΕΙ ΕΛΛΗΝΕΣ <box>253 454 377 483</box>
article-text: Ἐξ ἄλλου οἱ Τοῦρκοι ἀναβιβάζουν τοὺς τεθέντας ἐκτὸς μάχης ἐκ τῶν Ἑλλήνων εἰς 25 χιλιάδας! <box>607 396 784 446</box>
article-text: Ξενοδοχεῖον Βικτωρίας (ὁδὸς Ἑρμοῦ). Καθαριότης μαγειρείου ἄμεμπτος, μαγειρικὰ σκεύη καθαρά, χρέας, βούτυρον καὶ ὑλικὸν ἐν γένει καλόν. <box>417 748 593 811</box>
subheadline-pastry: Ζαχαροπλαστεῖα <box>453 331 556 344</box>
article-text: 5) Ξενοδοχεῖον Θεοδ. Τριανταφύλλη. Μαγειρικὰ σκεύη, κρέας καὶ γιαούρτον κακὰ. <box>417 119 593 155</box>
article-text: Δυσάρεστον τροπὴν ἔλαβε τὸ ζήτημα τῶν διαβατηρίων τῶν χορηγουμένων εἰς τοὺς μεταβαίνοντας εἰς Ρουμανίαν Ἕλληνας. Ἡ Ρουμανικὴ Κυβέρνησις διέταξε τὴν ἐνταῦθα Πρεσβείαν ὅπως μὴ θεωρῇ τοῦ λοιποῦ τὰ διαβατήρια τῶν ἐξ Ἑλλάδος εἰς Ρουμανίαν μεταβαινόντων. <box>37 1446 213 1569</box>
subheadline-army: Ἐν Ἄρτῃ καὶ Φθιώτιδι <box>247 1635 383 1648</box>
ad-line: ΥΠΟ ΤΗΝ ΟΙΚΙΑΝ ΒΟΥΡΟΥ <box>424 1780 585 1793</box>
ad-name: Β. ΚΑΣΔΟΝΗ <box>434 1947 576 2009</box>
article-text: Ἑστιατόριον ὁ «Ἐπτάνησος» (ὁδὸς Πετράκη). Καθαριότης μαγειρείου ἄμεμπτος, μαγειρικὰ σκεύη καθαρώτατα, ὑλικὰ ἐν γένει καλά, χρῆσις βουτύρου καλοῦ, καὶ λίπους ταχινοῦ καὶ ἀκάθαρτου τεθειμένου ἐν ἀγγείῳ δυσάρεστον μέσα ὑπὸ τὸ ὑλικὸ ἐν ὑπολείμματα καὶ ἄνω μὲν περίφυξιν βουτύρου ἄγνωσ, κάτω δὲ τὸ τοῦ βουτύρου. <box>417 814 593 949</box>
article-text: Ἑστιατόριον Ἀθ. Τρετσκλῆ (ὁδὸς Ἀδριανοῦ.) Καθαριότης μαγειρείου μετρία, μαγειρικὰ σκεύη ἄλλα μὲν καθαρὰ, ἄλλα δ' ἀκάθαρτα, χρέας καλόν, βούτυρον οὐδὲ ἀνευρέθη, ἕλκος βούτυρον δὲ καθαρὸν. <box>417 1335 593 1422</box>
article-text: Βασίλειου Ρήγου (ὁδὸς Ἑρμοῦ). Καθαριότης ἐργαστηρίου καλή, σκεύη καθαρώτατα, χρῆσις βουτύρου καὶ ὑλικῶν καλῶν. <box>417 513 593 564</box>
divider <box>37 1396 212 1397</box>
article-text: Θετικῶς πληροφορούμεθα ὅτι ὁ τουρκικὸς στόλος εἰς τὸν ὁποῖον προσετέθησαν τὸ ἀντιτορπιλλικὸν «Πελὲνκ Δεριᾶ» καὶ ἐξ ἄλλα τορπιλλοβόλα γερμανικῆς κατασκευῆς, εἶνε ἕτοιμος πρὸς ἀπόπλουν. <box>797 715 974 815</box>
subheadline-council: Ἀλλώσεις Οἰκονομικοῦ συμβουλίου <box>1005 412 1146 438</box>
headline-notables: ΟΙ ΤΡΕΙΣ ΛΑΡΙΣΣΑΙΟΙ ΠΡΟΚΡΙΤΟΙ <box>243 264 387 292</box>
article-text: Ἐπὶ τοῦ στήθους του ὅμως ἀνευρέθη ἐν ῥὸ οἶκος τῆς πλάτης, ὅπου ἀπέστειλε ἐπὶ τῆς ἀγαπημένης του ἐν τῇ ἀσυνήθει ἡμέρᾳ ἦσαν ἐγχάρακτοι, περιεῖχον ἐμπλεκόμενον ἑλληνικὴν ὑπογραφήν! <box>607 1214 784 1301</box>
article-text: Ὡς ἀναμένουν. <box>617 2165 695 2178</box>
article-text: Ὁ Ἄγγλος ἀνταποκριτὴς ἐξετάσας τὸ πρᾶγμα ἀνεκάλυψε ὅτι 26 χιλιάδες τραυματιῶν μετεφέρθησαν ἐν Λαρίσσῃ παρὰ τινος ὅστις εἶχεν ἀναλάβει ἐργολαβικῶς τὴν ἔργασίαν ταύτην, ἐξ ὧν 8 χιλιάδες παρελθὸν ἐκ Βόλου κατὰ τὴν παρελθοῦσαν ἑβδομάδα τὰ ἀτμόπλοια τῆς ἑταιρίας Μαχσουσὲ. <box>607 257 784 393</box>
article-text: Ἐνεργηθείσης ἀπροόπτως τῆς νενομισμένης τῶν ξενοδοχείων καὶ ζαχαροπλαστείων ὑπὸ τῶν διενεργούντων τὴν ἐπιθεώρησιν ἀστυνόμων, εὑρέθησαν εἰς κακὴν κατάστασιν πολλὰ μαγειρεῖα ἐν οἷς καὶ ἐστὶ αὐτῶν κατ' ἀπαίτησιν, ἀπέστειλε καὶ ὡς ἐχο τε κάτι ἀδιάκοπον τῆς ἐπιθεωρήσεως τὰ δεπορεῖα ἡ Α' τμήματος καὶ εἰς ἐκείνην καὶ τὸ Ἀστυνομίας, ἧς διένειμεν αὐτὰ εἰς τὰς ἡμερησίας ἐφημερίδας. <box>227 1882 403 2043</box>
article-text: Χρ Γρηγορίου (ὁδὸς Φιλελλήνων). Καθαριότης ἐργαστηρίου μετρία, σκεύη ἄλλα μὲν καθαρὰ ἄλλα δὲ ἀκάθαρτα, χρῆσις βουτύρου καὶ ὑλικῶν ἐν γένει καλῶν. Ἡ ἀποθήκη τοῦ βουτύρου χρησιμεύει δι ἀποπάτου τοῦ καταστήματος. <box>417 347 593 446</box>
ad-louvre-name: ΤΟ ΛΟΥΒΡ <box>1013 810 1139 837</box>
brief-item: * Ἡ ταῦτα διεξήχθη προσφυρωπικοῦ καὶ τὰς τοῦ Μεσολογγίου ἐν τῇ ἐξάμηνον ἐλάχιστα ἀπὸ τῆς ἐν ὀλίγον διακοπείσα συγκοινωνία. Ἐν Πελοποννήσῳ ὁμοίως ἐδόθη τὴν αὐτὴν ἔργασίαν. <box>417 1542 593 1629</box>
subheadline-hotels2: Ξενοδοχεῖα <box>471 618 540 631</box>
article-text: Καὶ οὕτω ἀγαπήσας κάποιαν ἐνταῦθα, ἐλησμόνησεν ὕστερον νεάνιδα, τὴν ὁποίαν ἠγάπα ἐν Ἰταλίᾳ, καὶ ἥτις ἀγνοοῦσα τὴν ὑπό τοῦ ἐραστοῦ της ἐκπραχθεῖσαν ἀθετίαν, ἦλθεν ἐνταῦθα καὶ περιμείνασα τὸν ὅταν ἐνταῦθα καθυστερεῖ, κατέστησεν ἄθλιον τὸν ἀπὸ ἐνιαυτοῦ καὶ λίθους τοῖς ἀγαπήσασιν αὐτόν. <box>607 683 784 819</box>
article-text: Κατ' εἰδήσεις ἐκ Κων)πόλεως πληροφορίαι τῆς 30 Ἰουνίου ἐλήφθη ἐκεῖ ἡ εἴδησις ὅτι εἰς ἀπόστασιν δέκα χιλιομέτρων μακρὰν τῆς Κων)πόλεως, ἐπὶ τῆς εὐρωπαϊκῆς ὄχθης τοῦ Μαρμαρᾶ κειμένου, πετεῖς σύνοδον, εἰς Σουνδὸν ὑπαλλήλου Γάλλου, ἐληστεύθησαν ἐντελῶς ὑπὸ Τούρκων καθ' ὃν στιγμὴν διαπερῶσιν τὴν ὁδὸν. Πρόκειται δὲ περὶ ἡμέτερων ἀλλ' ἀπαραδείγματος καθ' ἣν ὅλα ταῦτα ἤδη διαθιβάζονται ὡς ὑπάρχει ἐξοδῶν. <box>227 953 403 1139</box>
ad-louvre-line1: ΤΡΕΞΑΤΕ ΠΑΝΤΕΣ <box>1013 775 1138 791</box>
article-text: ιὰ μετὰ πιστὰς εἰς τὴν φιλογνώμην τῶν Δυνάμεων καὶ ἰδίως νὰ ὑποστηρίξῃ τὴν ἀποκλεισμὸν τῶν ἀκτῶν. <box>37 197 213 247</box>
article-text: Ἑστιατόριον «Ἡ Ὡραία Ἑλλάς» (ὁδὸς Σταδίου) Καθαριότης μαγειρείου καλή, σκεύη ἄλλα μὲν καθαρά, ἄλλα δ' ἀκάθαρτα, βούτυρον ὅμως δὲν ἀνευρέθη, κρέας καὶ λοιπὰ ὑλικὰ καλῶς, ὑπολείμματα ἐλάχιστα ἐξαφανισθέντα. <box>417 1233 593 1332</box>
article-text: Εἰς ταῦτα ἀνταπαντῶν ὁ Σουλτάνος ἐδήλωσεν, ὅτι ἀπεκδύεται πάσης εὐθύνης περὶ τῆς ἐντεῦθεν δημιουργίας περιπλοκῆς τῆς ἐκ τῶν ἐπὶ Τούρκων καὶ τοῦ λαοῦ ἡ ὁλοκλήρως ἐγκατάλειψις τῆς Θεσσαλίας. Ταῦτα κατ' ἀσφαλεστάτας ἡμῶν πληροφορίας. <box>797 537 974 661</box>
article-text: — Ὁ ἐραστὴς ἀνωμοτάρχης Ἰωάννης Ἀναγνωστόπουλος ἐνυμφεύθη εἰς τὸ χωρίον Ἐβραϊλὴν τὴν δεσποινίδα Χ. Κοτσίου. <box>607 2265 784 2328</box>
divider <box>37 569 212 570</box>
article-text: Τὸ ἔγγραφον τοῦ Ἀνοτὼ καταλήγει ὡς ἑξῆς: «Πληροφορήσατε τὸν κόμητα Μουραβιὲφ περὶ τῶν δηλώσεων τούτων. Γινώσκει ὅτι χάριν τῆς ἐπιδιωκομένης εἰρήνης δύναταί νὰ εἶνε βέβαιος περὶ τῆς συνδρομῆς μου, καὶ εὔχομαι ἐγκαρδίως νὰ στεφθῶσιν ὑπὸ ἐπιτυχίας αἱ σύντονοι καὶ ξεξιαὶ προσπάθειαι αὐτοῦ ὑπὲρ τῆς διατηρήσεως τῆς εὐρωπαϊκῆς ὁμοφωνίας εἰς περιστάσεις τοσοῦτον δυσχερεῖς.» <box>37 391 213 564</box>
article-text: Γεώργιος Ζαβερίτου (πλατεία Συνταγματος). Καθαριότης ἐργαστηρίου ἄμεμπτος, σκεύη καθαρώτατα, χρῆσις βουτύρου καὶ ὑλικοῦ ἐν γένει καλοῦ. <box>417 449 593 511</box>
ad-louvre-address: Ὁδὸς Αἰόλου ἀριθ. 125 ἀκριβῶς ἀπέναντι τῆς Χρυσοσπηλαιωτίσσης. <box>987 953 1164 991</box>
divider <box>227 1270 402 1271</box>
article-text: Ἐφ' ᾧ συνετάχθη ἡ παροῦσα ἔκθεσις καὶ ὑπογράφεται. <box>417 1425 593 1450</box>
brief-item: * Ἀνεγράφη ἡ ὥρα τοῦ κ. Ξενοδοχείου ἐπὶ τῆς Πλατείας τοῦ Κηφισσοῦ καὶ ἐν τῷ ἐν Κρήτη. <box>417 1631 593 1681</box>
headline-available: ΟΙ ΔΙΑΘΕΣΙΜΟΙ <box>75 1632 174 1648</box>
article-text: Ἐν τούτοις κατὰ τηλεγράφημα τοῦ αὐτοῦ διπλωματικοῦ πράκτορος τῆς 2)14 Μαΐου, ὁ πρωθυπουργὸς ἐθεώρει τὴν ἐξαπολυμένην χθὲς ἀλλὰ δίξελλον, ἡ Βουλγαρία ἐπεθύμει νὰ συμπραξῇ μετὰ τῆς Σερβίας ὅπως ζητήσωσιν ἀπὸ κοινοῦ ἐν Κων)πόλει προνόμια ὑπὲρ τῆς Μακεδονίας, ἡ δὲ Σερβία ἀπεδέχετο τὴν πρότασιν αὐτὴν ὑπὸ τὸν ἀποκλεισμὸν τῆς Ἑλλάδος ἀπὸ τῆς συμπράξεως ταύτης. <box>37 1178 213 1352</box>
article-text: Ἐν γένει δὲ κατὰ τὰ καθ' ἑκάστην γινόμενα χαρακτηριστικὰ γεγονότα, ἀφορμοὶ κατὰ τῶν Ἑλλήνων, καταδεικνύει ὅτι ἐν Κων)πόλει ὁ μισοτουρκικὸς καὶ ἡ γαλλικὴ προστασία καὶ τοὺς Γάλλους ὁμηνώδους, ἡ γαλλικὴ ἐπιρροὴ ἐμειώθη ἀπέναντι ἐκ τῆς ὀθωμανικῆς κρίσεως. <box>227 1142 403 1265</box>
